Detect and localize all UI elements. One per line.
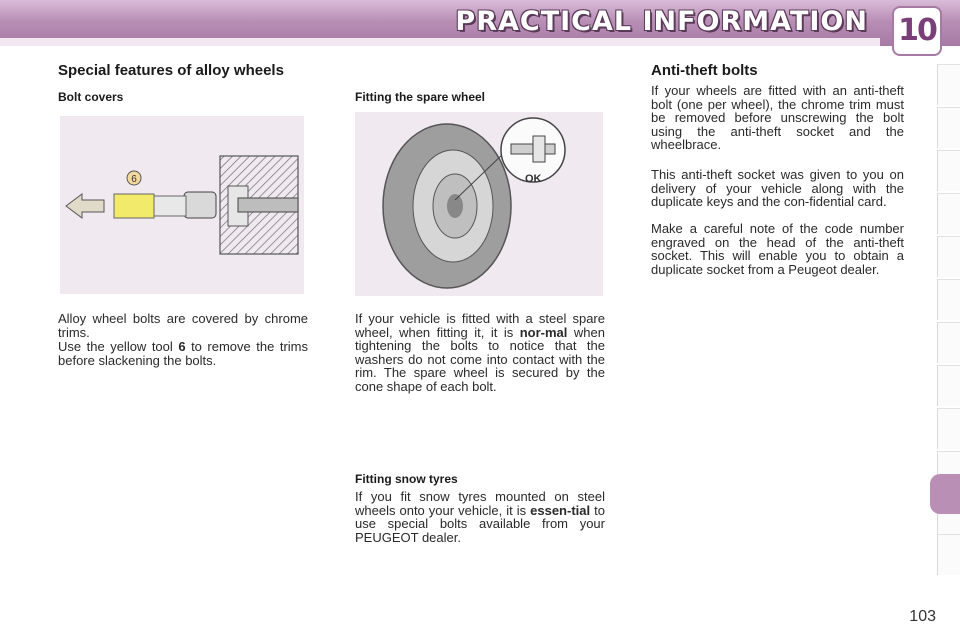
bolt-covers-text-2a: Use the yellow tool — [58, 339, 173, 354]
chapter-tab-strip — [926, 64, 960, 576]
snow-tyres-text-bold: essen-tial — [530, 502, 591, 518]
chapter-title: PRACTICAL INFORMATION — [455, 6, 868, 37]
tool-number-label: 6 — [131, 174, 137, 185]
header-band — [0, 38, 880, 46]
chapter-tab[interactable] — [937, 365, 960, 406]
anti-theft-text-2: This anti-theft socket was given to you on delivery of your vehicle along with the duplicate keys and the con-fidential card. — [651, 167, 904, 209]
heading-bolt-covers: Bolt covers — [58, 90, 124, 104]
anti-theft-text-1: If your wheels are fitted with an anti-theft bolt (one per wheel), the chrome trim must be removed before unscrewing the bolt using the anti-theft socket and the wheelbrace. — [651, 83, 904, 152]
spare-wheel-drawing — [355, 112, 603, 296]
heading-fitting-spare-wheel: Fitting the spare wheel — [355, 90, 486, 104]
spare-wheel-text — [355, 312, 605, 393]
snow-tyres-text-a: If you fit snow tyres mounted on steel wheels onto your vehicle, it is — [355, 489, 605, 518]
chapter-tab-active[interactable] — [930, 474, 960, 514]
section-title-alloy-wheels: Special features of alloy wheels — [58, 62, 284, 79]
spare-wheel-illustration — [355, 112, 603, 296]
snow-tyres-text-b: to use special bolts available from your PEUGEOT dealer. — [355, 502, 605, 545]
bolt-cover-illustration — [60, 116, 304, 294]
chapter-tab[interactable] — [937, 322, 960, 363]
bolt-covers-text-1: Alloy wheel bolts are covered by chrome trims. — [58, 311, 308, 340]
spare-wheel-text-b: when tightening the bolts to notice that the washers do not come into contact with the rim. The spare wheel is secured by the cone shape of each bolt. — [355, 324, 605, 394]
ok-label: OK — [525, 173, 542, 185]
spare-wheel-text-a: If your vehicle is fitted with a steel spare wheel, when fitting it, it is — [355, 311, 605, 340]
page-number: 103 — [909, 608, 936, 625]
chapter-number-badge — [894, 8, 940, 54]
chapter-tab[interactable] — [937, 236, 960, 277]
chapter-tab[interactable] — [937, 279, 960, 320]
bolt-tool-drawing — [60, 116, 304, 294]
chapter-tab[interactable] — [937, 193, 960, 234]
anti-theft-text-3: Make a careful note of the code number engraved on the head of the anti-theft socket. This will enable you to obtain a duplicate socket from a Peugeot dealer. — [651, 221, 904, 277]
chapter-tab[interactable] — [937, 150, 960, 191]
chapter-number: 10 — [898, 13, 936, 48]
chapter-tab[interactable] — [937, 107, 960, 148]
chapter-tab[interactable] — [937, 534, 960, 575]
bolt-covers-text-2 — [58, 340, 308, 367]
bolt-covers-text-2b: to remove the trims before slackening the bolts. — [58, 339, 308, 368]
heading-snow-tyres: Fitting snow tyres — [355, 472, 458, 486]
chapter-tab[interactable] — [937, 408, 960, 449]
spare-wheel-text-bold: nor-mal — [519, 324, 568, 340]
heading-anti-theft-bolts: Anti-theft bolts — [651, 62, 758, 79]
snow-tyres-text — [355, 490, 605, 544]
tool-number: 6 — [178, 339, 186, 354]
chapter-header — [0, 0, 960, 46]
chapter-tab[interactable] — [937, 64, 960, 105]
